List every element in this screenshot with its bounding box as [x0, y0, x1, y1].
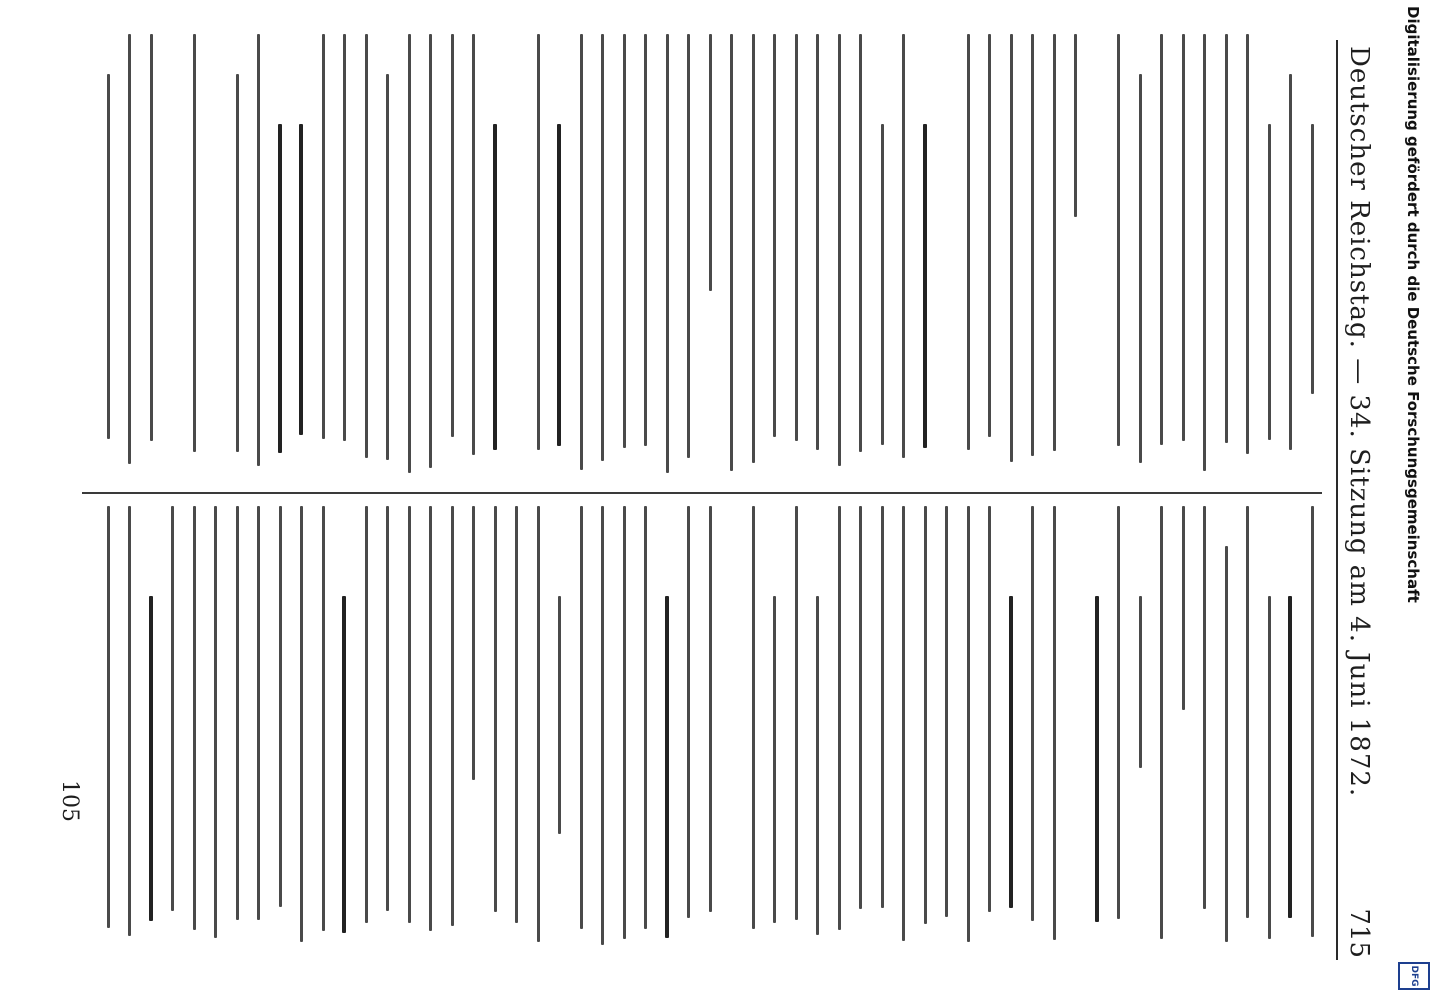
text-line — [1032, 506, 1035, 921]
signature-mark: 105 — [57, 780, 82, 822]
text-line — [946, 506, 949, 917]
text-line — [1075, 34, 1078, 217]
text-line — [129, 34, 132, 464]
text-line — [279, 506, 282, 907]
text-line — [1161, 506, 1164, 939]
text-line — [107, 506, 110, 928]
text-line — [1118, 506, 1121, 919]
text-line — [1095, 596, 1099, 922]
text-line — [1204, 34, 1207, 471]
text-line — [322, 34, 325, 439]
text-line — [1247, 506, 1250, 918]
document-page — [42, 10, 1382, 970]
text-line — [688, 506, 691, 918]
text-line — [343, 596, 347, 933]
header-rule — [1336, 40, 1338, 960]
text-line — [473, 34, 476, 455]
text-line — [752, 34, 755, 463]
text-line — [881, 506, 884, 908]
text-line — [580, 506, 583, 929]
text-line — [688, 34, 691, 458]
text-line — [1161, 34, 1164, 445]
text-line — [881, 124, 884, 445]
text-line — [989, 506, 992, 912]
text-line — [1290, 74, 1293, 450]
text-line — [558, 124, 562, 446]
text-line — [817, 596, 820, 935]
running-head-title: Deutscher Reichstag. — 34. Sitzung am 4. Juni 1872. — [1344, 46, 1374, 798]
text-line — [1289, 596, 1293, 918]
text-line — [129, 506, 132, 936]
text-line — [967, 506, 970, 942]
text-line — [1139, 74, 1142, 463]
text-line — [300, 124, 304, 435]
text-line — [1247, 34, 1250, 454]
text-line — [537, 506, 540, 942]
text-line — [1311, 124, 1314, 394]
text-columns — [82, 34, 1322, 964]
text-line — [1053, 506, 1056, 940]
text-line — [516, 506, 519, 923]
text-line — [709, 34, 712, 291]
text-line — [193, 506, 196, 930]
text-line — [860, 34, 863, 452]
text-line — [301, 506, 304, 942]
text-line — [623, 34, 626, 448]
text-line — [1139, 596, 1142, 768]
text-line — [1311, 506, 1314, 937]
text-line — [451, 506, 454, 926]
text-line — [795, 34, 798, 441]
text-line — [923, 124, 927, 448]
text-line — [924, 506, 927, 924]
text-line — [149, 596, 153, 921]
funding-note: Digitalisierung gefördert durch die Deutsche Forschungsgemeinschaft — [1404, 6, 1422, 603]
text-line — [430, 506, 433, 931]
text-line — [731, 34, 734, 471]
text-line — [1182, 506, 1185, 710]
text-line — [193, 34, 196, 452]
text-line — [258, 506, 261, 920]
text-line — [387, 506, 390, 911]
text-line — [602, 506, 605, 945]
text-line — [1204, 506, 1207, 909]
text-line — [1009, 596, 1013, 908]
text-line — [473, 506, 476, 780]
text-line — [1225, 34, 1228, 443]
text-line — [602, 34, 605, 461]
text-line — [903, 506, 906, 941]
text-line — [989, 34, 992, 437]
text-line — [817, 34, 820, 450]
text-line — [1268, 124, 1271, 440]
text-line — [580, 34, 583, 470]
text-line — [860, 506, 863, 909]
text-line — [344, 34, 347, 441]
text-line — [1268, 596, 1271, 939]
text-line — [278, 124, 282, 453]
text-line — [645, 506, 648, 929]
text-line — [258, 34, 261, 466]
text-line — [774, 34, 777, 437]
running-head — [1342, 10, 1382, 970]
text-line — [451, 34, 454, 437]
column-divider — [82, 492, 1322, 494]
text-line — [172, 506, 175, 911]
text-line — [408, 34, 411, 473]
text-column-right — [82, 506, 1322, 951]
text-line — [1182, 34, 1185, 441]
text-line — [408, 506, 411, 923]
text-line — [559, 596, 562, 834]
text-line — [666, 34, 669, 473]
text-line — [107, 74, 110, 439]
page-number: 715 — [1344, 908, 1374, 958]
text-line — [537, 34, 540, 450]
text-line — [1032, 34, 1035, 456]
text-line — [365, 506, 368, 923]
text-line — [236, 506, 239, 920]
dfg-logo-icon: DFG — [1398, 962, 1430, 990]
text-line — [493, 124, 497, 450]
text-line — [838, 34, 841, 466]
text-line — [215, 506, 218, 938]
text-line — [709, 506, 712, 912]
text-line — [322, 506, 325, 931]
text-line — [903, 34, 906, 458]
text-line — [1118, 34, 1121, 446]
text-line — [150, 34, 153, 441]
text-line — [967, 34, 970, 450]
text-line — [1053, 34, 1056, 451]
text-line — [387, 74, 390, 460]
text-line — [645, 34, 648, 446]
text-line — [665, 596, 669, 938]
text-column-left — [82, 34, 1322, 479]
text-line — [623, 506, 626, 939]
text-line — [838, 506, 841, 930]
text-line — [1225, 546, 1228, 942]
digitization-footer — [1392, 0, 1432, 1000]
text-line — [236, 74, 239, 452]
text-line — [430, 34, 433, 468]
text-line — [774, 596, 777, 923]
text-line — [1010, 34, 1013, 462]
text-line — [365, 34, 368, 458]
text-line — [494, 506, 497, 912]
text-line — [795, 506, 798, 920]
text-line — [752, 506, 755, 929]
